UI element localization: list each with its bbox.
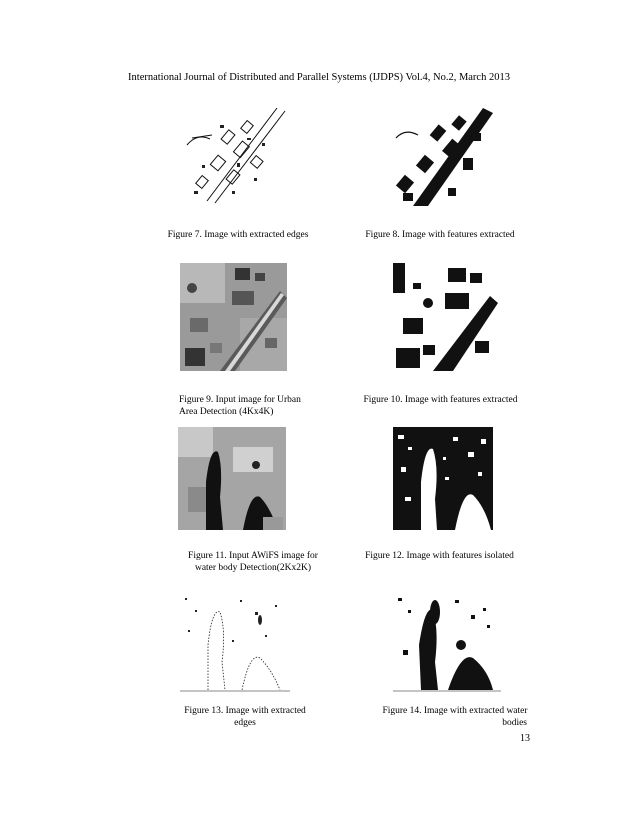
caption-line: Figure 11. Input AWiFS image for [188, 551, 318, 561]
figure-13-caption [165, 705, 325, 729]
figure-9-caption [179, 394, 339, 418]
caption-line: Figure 13. Image with extracted [184, 706, 306, 716]
caption-line: Figure 7. Image with extracted edges [167, 230, 309, 240]
caption-line: Figure 12. Image with features isolated [365, 551, 514, 561]
caption-line: edges [234, 718, 256, 728]
caption-line: bodies [502, 718, 527, 728]
figure-12-caption [352, 550, 527, 562]
running-header: International Journal of Distributed and Parallel Systems (IJDPS) Vol.4, No.2, March 2013 [128, 72, 510, 83]
figure-8-image [393, 103, 496, 206]
figure-11-caption [173, 550, 333, 574]
caption-line: Figure 8. Image with features extracted [365, 230, 515, 240]
figure-10-image [393, 263, 498, 371]
page-number: 13 [520, 733, 530, 744]
figure-11-image [178, 427, 286, 530]
caption-line: Figure 10. Image with features extracted [363, 395, 518, 405]
figure-13-image [180, 590, 290, 693]
figure-7-caption [158, 229, 318, 241]
caption-line: Figure 14. Image with extracted water [382, 706, 528, 716]
figure-12-image [393, 427, 493, 530]
figure-14-image [393, 590, 501, 693]
figure-14-caption [365, 705, 545, 729]
figure-9-image [180, 263, 287, 371]
caption-line: water body Detection(2Kx2K) [194, 563, 312, 573]
caption-line: Area Detection (4Kx4K) [179, 407, 274, 417]
figure-7-image [182, 103, 288, 206]
figure-8-caption [355, 229, 525, 241]
caption-line: Figure 9. Input image for Urban [179, 395, 301, 405]
figure-10-caption [353, 394, 528, 406]
